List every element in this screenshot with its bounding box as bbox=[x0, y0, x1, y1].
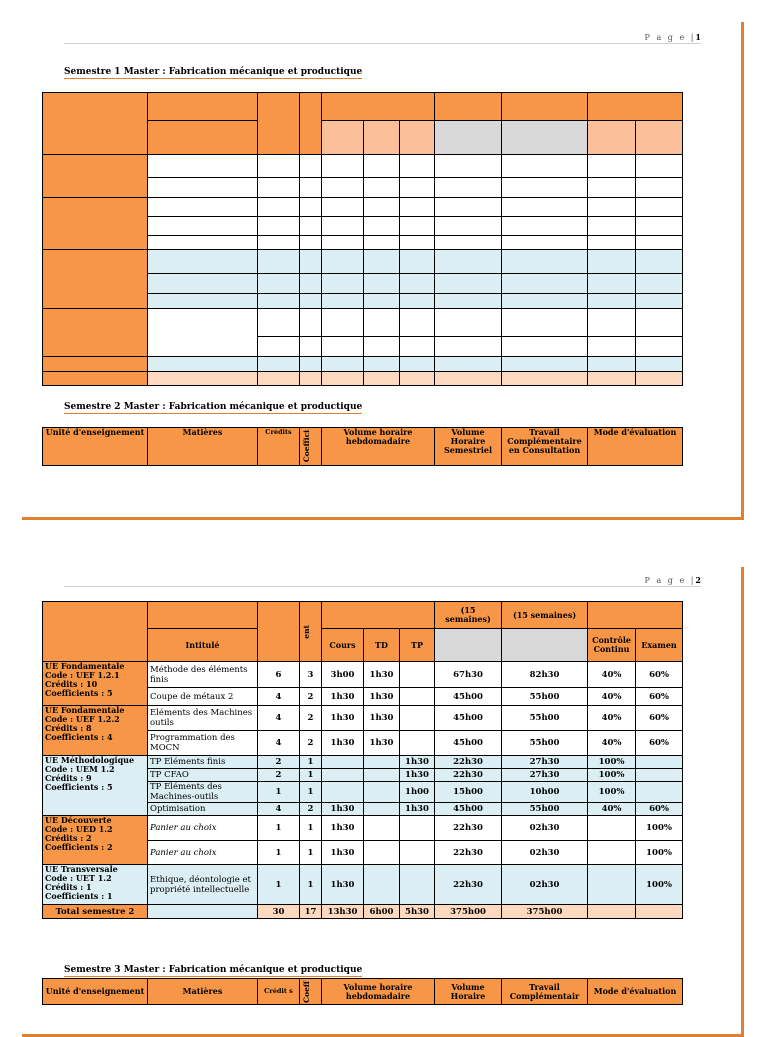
unit-line: Crédits : 2 bbox=[45, 833, 92, 843]
tp-cell bbox=[400, 841, 435, 865]
ex-cell: 60% bbox=[636, 803, 683, 816]
trav-cell: 02h30 bbox=[502, 865, 588, 905]
cc-cell: 40% bbox=[588, 688, 636, 706]
total-cours: 13h30 bbox=[322, 905, 364, 919]
document-page-2 bbox=[22, 567, 744, 1037]
semester2-title: Semestre 2 Master : Fabrication mécanique et productique bbox=[64, 402, 363, 412]
coeff-cell: 1 bbox=[300, 782, 322, 803]
trav-cell: 27h30 bbox=[502, 769, 588, 782]
coeff-cell: 3 bbox=[300, 662, 322, 688]
tp-cell: 1h30 bbox=[400, 769, 435, 782]
page-number: P a g e |1 bbox=[644, 32, 701, 42]
header-examen: Examen bbox=[636, 629, 683, 662]
trav-cell: 55h00 bbox=[502, 803, 588, 816]
unit-line: UE Fondamentale bbox=[45, 661, 125, 671]
tp-cell bbox=[400, 662, 435, 688]
header-rule bbox=[64, 43, 701, 44]
header-rule bbox=[64, 586, 701, 587]
document-page-1 bbox=[22, 22, 744, 520]
unit-line: Crédits : 1 bbox=[45, 882, 92, 892]
unit-line: Code : UEM 1.2 bbox=[45, 764, 115, 774]
tp-cell: 1h30 bbox=[400, 803, 435, 816]
vhs-cell: 22h30 bbox=[435, 841, 502, 865]
trav-cell: 55h00 bbox=[502, 688, 588, 706]
s3-header-coeff: Coeff bbox=[300, 979, 322, 1005]
cours-cell: 1h30 bbox=[322, 841, 364, 865]
matiere-cell: Coupe de métaux 2 bbox=[148, 688, 258, 706]
header-intitule: Intitulé bbox=[148, 629, 258, 662]
trav-cell: 55h00 bbox=[502, 731, 588, 756]
unit-cell bbox=[43, 865, 148, 905]
td-cell bbox=[364, 756, 400, 769]
ex-cell bbox=[636, 769, 683, 782]
cours-cell: 3h00 bbox=[322, 662, 364, 688]
tp-cell bbox=[400, 816, 435, 841]
vhs-cell: 45h00 bbox=[435, 803, 502, 816]
s3-header-volume: Volume Horaire bbox=[435, 979, 502, 1005]
cc-cell bbox=[588, 816, 636, 841]
credits-cell: 2 bbox=[258, 756, 300, 769]
total-blank bbox=[636, 905, 683, 919]
unit-line: Code : UET 1.2 bbox=[45, 873, 112, 883]
td-cell bbox=[364, 769, 400, 782]
total-blank bbox=[148, 905, 258, 919]
header-td: TD bbox=[364, 629, 400, 662]
td-cell bbox=[364, 865, 400, 905]
trav-cell: 27h30 bbox=[502, 756, 588, 769]
unit-line: Coefficients : 4 bbox=[45, 732, 113, 742]
credits-cell: 4 bbox=[258, 688, 300, 706]
unit-line: UE Méthodologique bbox=[45, 755, 135, 765]
header-unite: Unité d'enseignement bbox=[43, 428, 148, 466]
semester3-title: Semestre 3 Master : Fabrication mécanique et productique bbox=[64, 965, 363, 975]
s3-header-volume-hebdo: Volume horaire hebdomadaire bbox=[322, 979, 435, 1005]
trav-cell: 10h00 bbox=[502, 782, 588, 803]
coeff-cell: 1 bbox=[300, 816, 322, 841]
credits-cell: 1 bbox=[258, 816, 300, 841]
coeff-cell: 2 bbox=[300, 803, 322, 816]
trav-cell: 55h00 bbox=[502, 706, 588, 731]
trav-cell: 02h30 bbox=[502, 816, 588, 841]
header-volume-semestriel: Volume Horaire Semestriel bbox=[435, 428, 502, 466]
total-trav: 375h00 bbox=[502, 905, 588, 919]
cc-cell: 40% bbox=[588, 803, 636, 816]
unit-line: Code : UEF 1.2.1 bbox=[45, 670, 120, 680]
credits-cell: 2 bbox=[258, 769, 300, 782]
matiere-cell: Optimisation bbox=[148, 803, 258, 816]
table-row bbox=[43, 816, 683, 841]
vhs-cell: 45h00 bbox=[435, 688, 502, 706]
td-cell: 1h30 bbox=[364, 688, 400, 706]
coeff-cell: 1 bbox=[300, 756, 322, 769]
td-cell bbox=[364, 803, 400, 816]
matiere-cell: Méthode des éléments finis bbox=[148, 662, 258, 688]
total-vhs: 375h00 bbox=[435, 905, 502, 919]
coeff-cell: 1 bbox=[300, 865, 322, 905]
cours-cell: 1h30 bbox=[322, 803, 364, 816]
coeff-cell: 2 bbox=[300, 731, 322, 756]
header-ent: ent bbox=[300, 602, 322, 662]
semester-title: Semestre 1 Master : Fabrication mécanique et productique bbox=[64, 67, 363, 77]
total-label: Total semestre 2 bbox=[43, 905, 148, 919]
td-cell: 1h30 bbox=[364, 706, 400, 731]
coeff-cell: 1 bbox=[300, 769, 322, 782]
vhs-cell: 22h30 bbox=[435, 816, 502, 841]
cours-cell: 1h30 bbox=[322, 816, 364, 841]
cc-cell: 100% bbox=[588, 782, 636, 803]
header-volume-hebdo: Volume horaire hebdomadaire bbox=[322, 428, 435, 466]
ex-cell: 100% bbox=[636, 816, 683, 841]
header-tp: TP bbox=[400, 629, 435, 662]
tp-cell bbox=[400, 731, 435, 756]
unit-cell bbox=[43, 662, 148, 706]
ex-cell bbox=[636, 782, 683, 803]
vhs-cell: 22h30 bbox=[435, 756, 502, 769]
s3-header-matieres: Matières bbox=[148, 979, 258, 1005]
ex-cell: 60% bbox=[636, 706, 683, 731]
trav-cell: 02h30 bbox=[502, 841, 588, 865]
unite-header-cell bbox=[43, 93, 148, 155]
cours-cell: 1h30 bbox=[322, 688, 364, 706]
trav-cell: 82h30 bbox=[502, 662, 588, 688]
matiere-cell: Programmation des MOCN bbox=[148, 731, 258, 756]
credits-cell: 1 bbox=[258, 841, 300, 865]
header-coeff: Coeffici bbox=[300, 428, 322, 466]
tp-cell bbox=[400, 706, 435, 731]
cours-cell: 1h30 bbox=[322, 731, 364, 756]
table-row bbox=[43, 865, 683, 905]
cours-cell bbox=[322, 756, 364, 769]
unit-line: Coefficients : 1 bbox=[45, 891, 113, 901]
total-credits: 30 bbox=[258, 905, 300, 919]
table-row bbox=[43, 706, 683, 731]
unit-line: Crédits : 9 bbox=[45, 773, 92, 783]
cc-cell bbox=[588, 841, 636, 865]
cc-cell: 100% bbox=[588, 756, 636, 769]
matiere-cell: TP CFAO bbox=[148, 769, 258, 782]
cc-cell: 40% bbox=[588, 706, 636, 731]
ex-cell: 60% bbox=[636, 688, 683, 706]
credits-cell: 1 bbox=[258, 865, 300, 905]
unit-cell bbox=[43, 706, 148, 756]
unit-cell bbox=[43, 756, 148, 816]
matiere-cell: Ethique, déontologie et propriété intellectuelle bbox=[148, 865, 258, 905]
vhs-cell: 22h30 bbox=[435, 769, 502, 782]
semester2-table bbox=[42, 601, 683, 919]
matiere-cell: TP Eléments des Machines-outils bbox=[148, 782, 258, 803]
cours-cell bbox=[322, 769, 364, 782]
matiere-cell: Eléments des Machines outils bbox=[148, 706, 258, 731]
matiere-cell: Panier au choix bbox=[148, 841, 258, 865]
total-row bbox=[43, 905, 683, 919]
credits-cell: 4 bbox=[258, 803, 300, 816]
credits-cell: 1 bbox=[258, 782, 300, 803]
coeff-cell: 1 bbox=[300, 841, 322, 865]
total-coeff: 17 bbox=[300, 905, 322, 919]
td-cell bbox=[364, 841, 400, 865]
header-matieres: Matières bbox=[148, 428, 258, 466]
semester3-header-table bbox=[42, 978, 683, 1005]
unit-line: UE Découverte bbox=[45, 815, 112, 825]
semester1-table bbox=[42, 92, 683, 386]
unit-line: UE Fondamentale bbox=[45, 705, 125, 715]
header-semaines-1: (15 semaines) bbox=[435, 602, 502, 629]
vhs-cell: 15h00 bbox=[435, 782, 502, 803]
credits-cell: 6 bbox=[258, 662, 300, 688]
s3-header-mode: Mode d'évaluation bbox=[588, 979, 683, 1005]
header-cours: Cours bbox=[322, 629, 364, 662]
header-travail: Travail Complémentaire en Consultation bbox=[502, 428, 588, 466]
credits-cell: 4 bbox=[258, 731, 300, 756]
total-td: 6h00 bbox=[364, 905, 400, 919]
vhs-cell: 45h00 bbox=[435, 731, 502, 756]
unit-line: Coefficients : 5 bbox=[45, 688, 113, 698]
semester2-header-table bbox=[42, 427, 683, 466]
coeff-cell: 2 bbox=[300, 688, 322, 706]
matiere-cell: TP Eléments finis bbox=[148, 756, 258, 769]
unit-line: UE Transversale bbox=[45, 864, 118, 874]
tp-cell bbox=[400, 865, 435, 905]
header-semaines-2: (15 semaines) bbox=[502, 602, 588, 629]
tp-cell: 1h30 bbox=[400, 756, 435, 769]
s3-header-unite: Unité d'enseignement bbox=[43, 979, 148, 1005]
cc-cell: 100% bbox=[588, 769, 636, 782]
s3-header-credits: Crédit s bbox=[258, 979, 300, 1005]
vhs-cell: 45h00 bbox=[435, 706, 502, 731]
td-cell bbox=[364, 816, 400, 841]
table-row bbox=[43, 662, 683, 688]
ex-cell: 60% bbox=[636, 731, 683, 756]
cc-cell bbox=[588, 865, 636, 905]
header-controle-continu: Contrôle Continu bbox=[588, 629, 636, 662]
matiere-cell: Panier au choix bbox=[148, 816, 258, 841]
credits-cell: 4 bbox=[258, 706, 300, 731]
cours-cell: 1h30 bbox=[322, 706, 364, 731]
ex-cell: 100% bbox=[636, 865, 683, 905]
unit-line: Coefficients : 2 bbox=[45, 842, 113, 852]
unit-line: Code : UED 1.2 bbox=[45, 824, 113, 834]
vhs-cell: 67h30 bbox=[435, 662, 502, 688]
td-cell bbox=[364, 782, 400, 803]
page-number: P a g e |2 bbox=[644, 575, 701, 585]
unit-line: Crédits : 8 bbox=[45, 723, 92, 733]
ex-cell: 60% bbox=[636, 662, 683, 688]
td-cell: 1h30 bbox=[364, 731, 400, 756]
ex-cell: 100% bbox=[636, 841, 683, 865]
cours-cell: 1h30 bbox=[322, 865, 364, 905]
header-mode: Mode d'évaluation bbox=[588, 428, 683, 466]
coeff-cell: 2 bbox=[300, 706, 322, 731]
unit-line: Code : UEF 1.2.2 bbox=[45, 714, 120, 724]
s3-header-travail: Travail Complémentair bbox=[502, 979, 588, 1005]
unit-line: Crédits : 10 bbox=[45, 679, 98, 689]
vhs-cell: 22h30 bbox=[435, 865, 502, 905]
tp-cell: 1h00 bbox=[400, 782, 435, 803]
total-tp: 5h30 bbox=[400, 905, 435, 919]
unit-line: Coefficients : 5 bbox=[45, 782, 113, 792]
td-cell: 1h30 bbox=[364, 662, 400, 688]
total-blank bbox=[588, 905, 636, 919]
cours-cell bbox=[322, 782, 364, 803]
cc-cell: 40% bbox=[588, 662, 636, 688]
table-row bbox=[43, 756, 683, 769]
header-credits: Crédits bbox=[258, 428, 300, 466]
ex-cell bbox=[636, 756, 683, 769]
tp-cell bbox=[400, 688, 435, 706]
unit-cell bbox=[43, 816, 148, 865]
cc-cell: 40% bbox=[588, 731, 636, 756]
